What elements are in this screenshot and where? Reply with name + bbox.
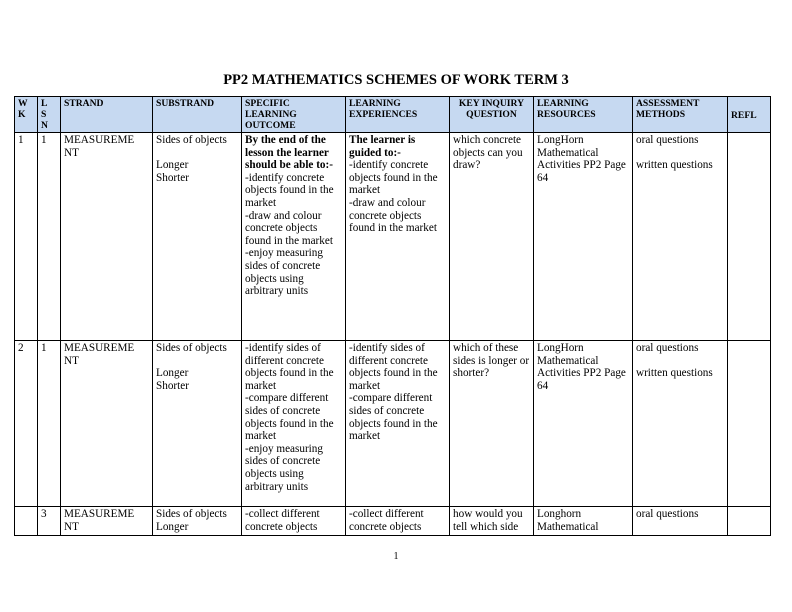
- header-assessment: ASSESSMENT METHODS: [633, 97, 728, 133]
- cell-experiences: [346, 133, 450, 341]
- cell-lsn: 1: [38, 133, 61, 341]
- cell-outcome: [242, 133, 346, 341]
- cell-resources: Longhorn Mathematical: [534, 507, 633, 536]
- cell-experiences: -identify sides of different concrete objects found in the market -compare different sides of concrete objects found in the market: [346, 341, 450, 507]
- cell-lsn: 3: [38, 507, 61, 536]
- cell-strand: MEASUREME NT: [61, 507, 153, 536]
- header-question: KEY INQUIRY QUESTION: [450, 97, 534, 133]
- header-substrand: SUBSTRAND: [153, 97, 242, 133]
- experiences-lead: The learner is guided to:-: [349, 134, 416, 159]
- cell-refl: [728, 341, 771, 507]
- outcome-text: -identify concrete objects found in the market -draw and colour concrete objects found in the market -enjoy measuring sides of concrete objects using arbitrary units: [245, 171, 334, 298]
- header-strand: STRAND: [61, 97, 153, 133]
- cell-question: which of these sides is longer or shorter?: [450, 341, 534, 507]
- cell-resources: LongHorn Mathematical Activities PP2 Page 64: [534, 341, 633, 507]
- cell-substrand: Sides of objects Longer Shorter: [153, 341, 242, 507]
- cell-assessment: oral questions written questions: [633, 341, 728, 507]
- cell-refl: [728, 507, 771, 536]
- cell-outcome: -collect different concrete objects: [242, 507, 346, 536]
- cell-strand: MEASUREME NT: [61, 133, 153, 341]
- cell-strand: MEASUREME NT: [61, 341, 153, 507]
- cell-wk: 1: [15, 133, 38, 341]
- table-row: [15, 341, 771, 507]
- header-outcome: SPECIFIC LEARNING OUTCOME: [242, 97, 346, 133]
- header-refl: REFL: [728, 97, 771, 133]
- cell-refl: [728, 133, 771, 341]
- header-resources: LEARNING RESOURCES: [534, 97, 633, 133]
- header-wk: W K: [15, 97, 38, 133]
- schemes-table: [14, 96, 771, 536]
- outcome-lead: By the end of the lesson the learner should be able to:-: [245, 134, 333, 172]
- cell-substrand: Sides of objects Longer Shorter: [153, 133, 242, 341]
- cell-assessment: oral questions: [633, 507, 728, 536]
- cell-wk: [15, 507, 38, 536]
- cell-resources: LongHorn Mathematical Activities PP2 Page 64: [534, 133, 633, 341]
- cell-question: which concrete objects can you draw?: [450, 133, 534, 341]
- cell-assessment: oral questions written questions: [633, 133, 728, 341]
- experiences-text: -identify concrete objects found in the market -draw and colour concrete objects found in the market: [349, 159, 438, 235]
- cell-substrand: Sides of objects Longer: [153, 507, 242, 536]
- page-number: 1: [393, 551, 399, 562]
- header-row: [15, 97, 771, 133]
- cell-question: how would you tell which side: [450, 507, 534, 536]
- table-row: [15, 133, 771, 341]
- table-row: [15, 507, 771, 536]
- cell-wk: 2: [15, 341, 38, 507]
- header-lsn: L S N: [38, 97, 61, 133]
- header-experiences: LEARNING EXPERIENCES: [346, 97, 450, 133]
- cell-outcome: -identify sides of different concrete objects found in the market -compare different sides of concrete objects found in the market -enjoy measuring sides of concrete objects using arbitrary units: [242, 341, 346, 507]
- cell-experiences: -collect different concrete objects: [346, 507, 450, 536]
- cell-lsn: 1: [38, 341, 61, 507]
- document-title: PP2 MATHEMATICS SCHEMES OF WORK TERM 3: [223, 72, 569, 88]
